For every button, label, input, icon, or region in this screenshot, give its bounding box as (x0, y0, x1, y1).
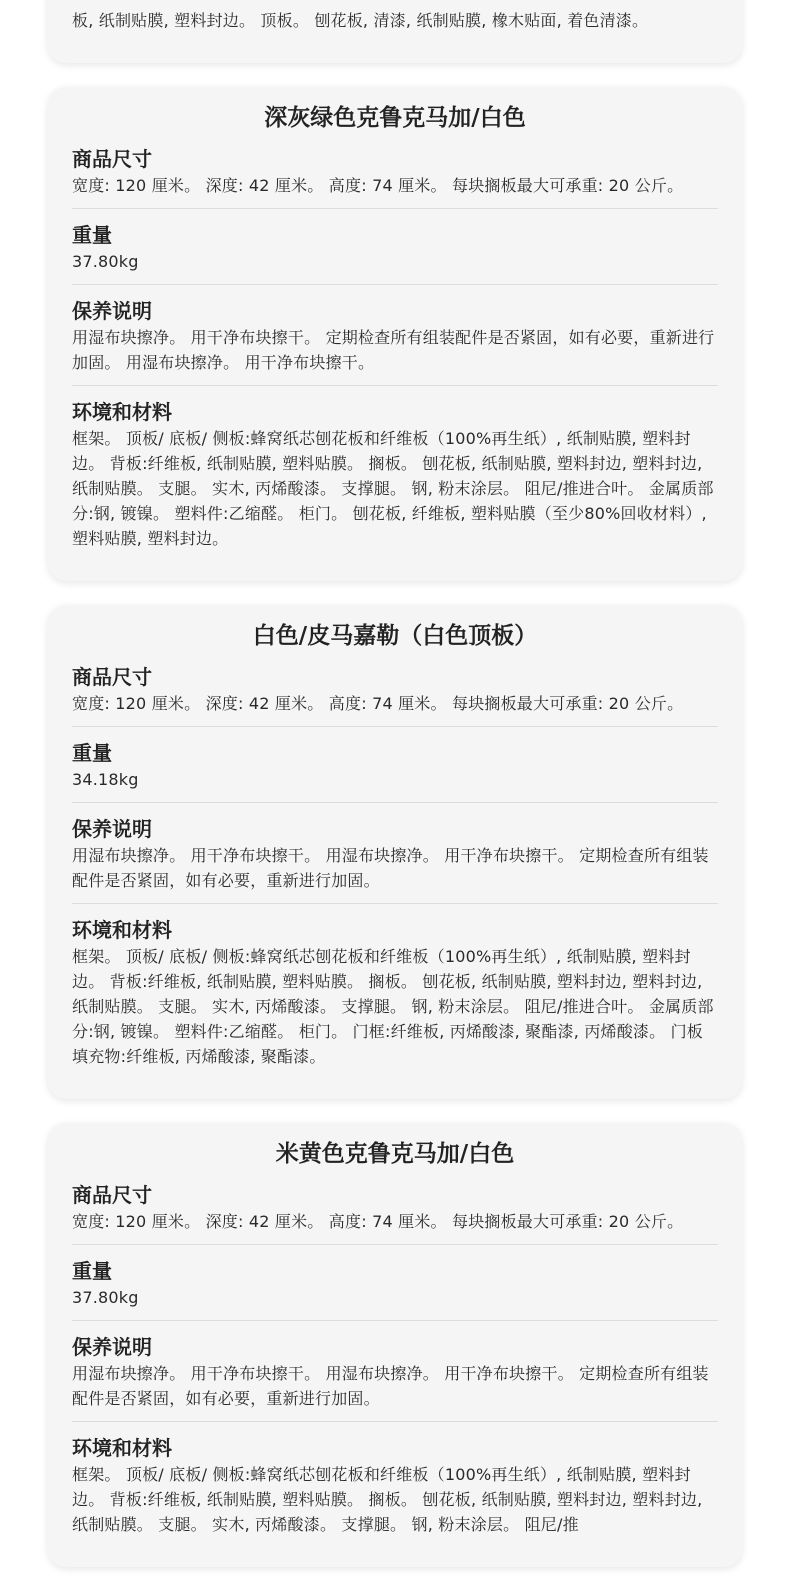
materials-heading: 环境和材料 (72, 400, 172, 424)
materials-section (72, 0, 718, 43)
variant-card-previous (48, 0, 742, 63)
materials-text: 框架。 顶板/ 底板/ 侧板:蜂窝纸芯刨花板和纤维板（100%再生纸）, 纸制贴膜, 塑料封边。 背板:纤维板, 纸制贴膜, 塑料贴膜。 搁板。 刨花板, 纸制贴膜, 塑料封边, 塑料封边, 纸制贴膜。 支腿。 实木, 丙烯酸漆。 支撑腿。 钢, 粉末涂层。 阻尼/推进合叶。 金属质部分:钢, 镀镍。 塑料件:乙缩醛。 柜门。 门框:纤维板, 丙烯酸漆, 聚酯漆, 丙烯酸漆。 门板填充物:纤维板, 丙烯酸漆, 聚酯漆。 (72, 947, 714, 1066)
weight-section (72, 727, 718, 803)
dimensions-text: 宽度: 120 厘米。 深度: 42 厘米。 高度: 74 厘米。 每块搁板最大可承重: 20 公斤。 (72, 1212, 684, 1231)
weight-section (72, 1245, 718, 1321)
care-text: 用湿布块擦净。 用干净布块擦干。 用湿布块擦净。 用干净布块擦干。 定期检查所有组装配件是否紧固，如有必要，重新进行加固。 (72, 1364, 709, 1408)
weight-value: 34.18kg (72, 770, 139, 789)
materials-heading: 环境和材料 (72, 918, 172, 942)
dimensions-heading: 商品尺寸 (72, 665, 152, 689)
materials-heading: 环境和材料 (72, 1436, 172, 1460)
variant-card (48, 605, 742, 1099)
care-section (72, 1321, 718, 1422)
variant-card (48, 87, 742, 581)
dimensions-section (72, 657, 718, 727)
variant-card (48, 1123, 742, 1567)
care-section (72, 285, 718, 386)
dimensions-section (72, 1175, 718, 1245)
dimensions-text: 宽度: 120 厘米。 深度: 42 厘米。 高度: 74 厘米。 每块搁板最大可承重: 20 公斤。 (72, 176, 684, 195)
materials-section (72, 904, 718, 1079)
materials-text: 框架。 顶板/ 底板/ 侧板:蜂窝纸芯刨花板和纤维板（100%再生纸）, 纸制贴膜, 塑料封边。 背板:纤维板, 纸制贴膜, 塑料贴膜。 搁板。 刨花板, 纸制贴膜, 塑料封边, 塑料封边, 纸制贴膜。 支腿。 实木, 丙烯酸漆。 支撑腿。 钢, 粉末涂层。 阻尼/推 (72, 1465, 703, 1534)
weight-heading: 重量 (72, 223, 112, 247)
care-text: 用湿布块擦净。 用干净布块擦干。 用湿布块擦净。 用干净布块擦干。 定期检查所有组装配件是否紧固，如有必要，重新进行加固。 (72, 846, 709, 890)
weight-heading: 重量 (72, 1259, 112, 1283)
weight-value: 37.80kg (72, 1288, 139, 1307)
dimensions-text: 宽度: 120 厘米。 深度: 42 厘米。 高度: 74 厘米。 每块搁板最大可承重: 20 公斤。 (72, 694, 684, 713)
materials-section (72, 1422, 718, 1547)
weight-section (72, 209, 718, 285)
care-section (72, 803, 718, 904)
care-heading: 保养说明 (72, 299, 152, 323)
care-heading: 保养说明 (72, 817, 152, 841)
dimensions-section (72, 139, 718, 209)
materials-text: 框架。 顶板/ 底板/ 侧板:蜂窝纸芯刨花板和纤维板（100%再生纸）, 纸制贴膜, 塑料封边。 背板:纤维板, 纸制贴膜, 塑料贴膜。 搁板。 刨花板, 纸制贴膜, 塑料封边, 塑料封边, 纸制贴膜。 支腿。 实木, 丙烯酸漆。 支撑腿。 钢, 粉末涂层。 阻尼/推进合叶。 金属质部分:钢, 镀镍。 塑料件:乙缩醛。 柜门。 刨花板, 纤维板, 塑料贴膜（至少80%回收材料）, 塑料贴膜, 塑料封边。 (72, 429, 714, 548)
variant-title: 米黄色克鲁克马加/白色 (275, 1141, 515, 1167)
materials-text: 板, 纸制贴膜, 塑料封边。 顶板。 刨花板, 清漆, 纸制贴膜, 橡木贴面, 着色清漆。 (72, 11, 649, 30)
variant-title: 白色/皮马嘉勒（白色顶板） (252, 623, 538, 649)
materials-section (72, 386, 718, 561)
weight-heading: 重量 (72, 741, 112, 765)
weight-value: 37.80kg (72, 252, 139, 271)
dimensions-heading: 商品尺寸 (72, 147, 152, 171)
dimensions-heading: 商品尺寸 (72, 1183, 152, 1207)
care-text: 用湿布块擦净。 用干净布块擦干。 定期检查所有组装配件是否紧固，如有必要，重新进行加固。 用湿布块擦净。 用干净布块擦干。 (72, 328, 715, 372)
care-heading: 保养说明 (72, 1335, 152, 1359)
variant-title: 深灰绿色克鲁克马加/白色 (264, 105, 526, 131)
